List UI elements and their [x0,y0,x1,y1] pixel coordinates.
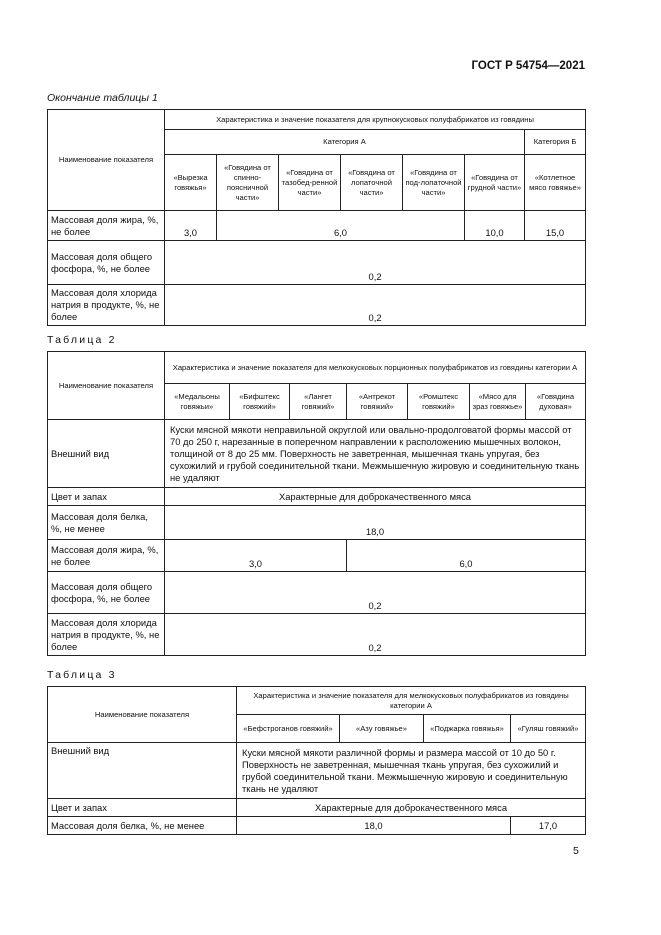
row-label: Массовая доля хлорида натрия в продукте, %, не более [48,614,165,656]
table-cell: 3,0 [165,211,217,241]
table-1 [47,109,586,326]
row-label: Массовая доля общего фосфора, %, не более [48,572,165,614]
table2-caption: Таблица 2 [47,334,117,346]
column-header: «Мясо для зраз говяжье» [470,384,526,420]
table-cell: 18,0 [237,817,511,835]
category-a-header: Категория А [165,130,525,155]
column-header: «Котлетное мясо говяжье» [525,155,586,211]
column-header: «Говядина духовая» [526,384,586,420]
table-cell: 3,0 [165,540,347,572]
column-header: «Медальоны говяжьи» [165,384,230,420]
name-header: Наименование показателя [48,687,237,743]
table1-caption: Окончание таблицы 1 [47,92,158,104]
table-cell: 6,0 [347,540,586,572]
column-header: «Говядина от лопаточной части» [341,155,403,211]
name-header: Наименование показателя [48,352,165,420]
column-header: «Лангет говяжий» [290,384,347,420]
standard-number: ГОСТ Р 54754—2021 [471,60,585,72]
group-header: Характеристика и значение показателя для крупнокусковых полуфабрикатов из говядины [165,110,586,130]
table-3 [47,686,586,835]
group-header: Характеристика и значение показателя для мелкокусковых полуфабрикатов из говядины категории А [237,687,586,715]
row-label: Массовая доля жира, %, не более [48,211,165,241]
table-cell: Характерные для доброкачественного мяса [237,799,586,817]
row-label: Цвет и запах [48,799,237,817]
row-label: Массовая доля жира, %, не более [48,540,165,572]
category-b-header: Категория Б [525,130,586,155]
column-header: «Азу говяжье» [340,715,424,743]
table-cell: 10,0 [465,211,525,241]
table-cell: Характерные для доброкачественного мяса [165,488,586,506]
column-header: «Говядина от спинно-поясничной части» [217,155,279,211]
name-header: Наименование показателя [48,110,165,211]
table3-caption: Таблица 3 [47,669,117,681]
group-header: Характеристика и значение показателя для мелкокусковых порционных полуфабрикатов из говядины категории А [165,352,586,384]
column-header: «Говядина от тазобед-ренной части» [279,155,341,211]
table-2 [47,351,586,656]
row-label: Внешний вид [48,420,165,488]
table-cell: 0,2 [165,572,586,614]
appearance-text: Куски мясной мякоти неправильной округлой или овально-продолговатой формы массой от 70 до 250 г, нарезанные в поперечном направлении к расположению мышечных волокон, толщиной от 8 до 25 мм. Поверхность не заветренная, мышечная ткань упругая, без сухожилий и грубой соединительной ткани. Межмышечную жировую и соединительную ткань не удаляют [165,420,586,488]
column-header: «Гуляш говяжий» [511,715,586,743]
row-label: Массовая доля белка, %, не менее [48,506,165,540]
row-label: Массовая доля белка, %, не менее [48,817,237,835]
table-cell: 6,0 [217,211,465,241]
column-header: «Вырезка говяжья» [165,155,217,211]
row-label: Цвет и запах [48,488,165,506]
appearance-text: Куски мясной мякоти различной формы и размера массой от 10 до 50 г. Поверхность не заветренная, мышечная ткань упругая, без сухожилий и грубой соединительной ткани. Межмышечную жировую и соединительную ткань не удаляют [237,743,586,799]
row-label: Внешний вид [48,743,237,799]
column-header: «Поджарка говяжья» [424,715,511,743]
column-header: «Говядина от под-лопаточной части» [403,155,465,211]
table-cell: 0,2 [165,614,586,656]
column-header: «Антрекот говяжий» [347,384,408,420]
table-cell: 0,2 [165,285,586,326]
table-cell: 18,0 [165,506,586,540]
table-cell: 17,0 [511,817,586,835]
column-header: «Говядина от грудной части» [465,155,525,211]
column-header: «Ромштекс говяжий» [408,384,470,420]
row-label: Массовая доля общего фосфора, %, не более [48,241,165,285]
page-number: 5 [573,845,579,857]
table-cell: 0,2 [165,241,586,285]
table-cell: 15,0 [525,211,586,241]
column-header: «Бефстроганов говяжий» [237,715,340,743]
row-label: Массовая доля хлорида натрия в продукте, %, не более [48,285,165,326]
column-header: «Бифштекс говяжий» [230,384,290,420]
